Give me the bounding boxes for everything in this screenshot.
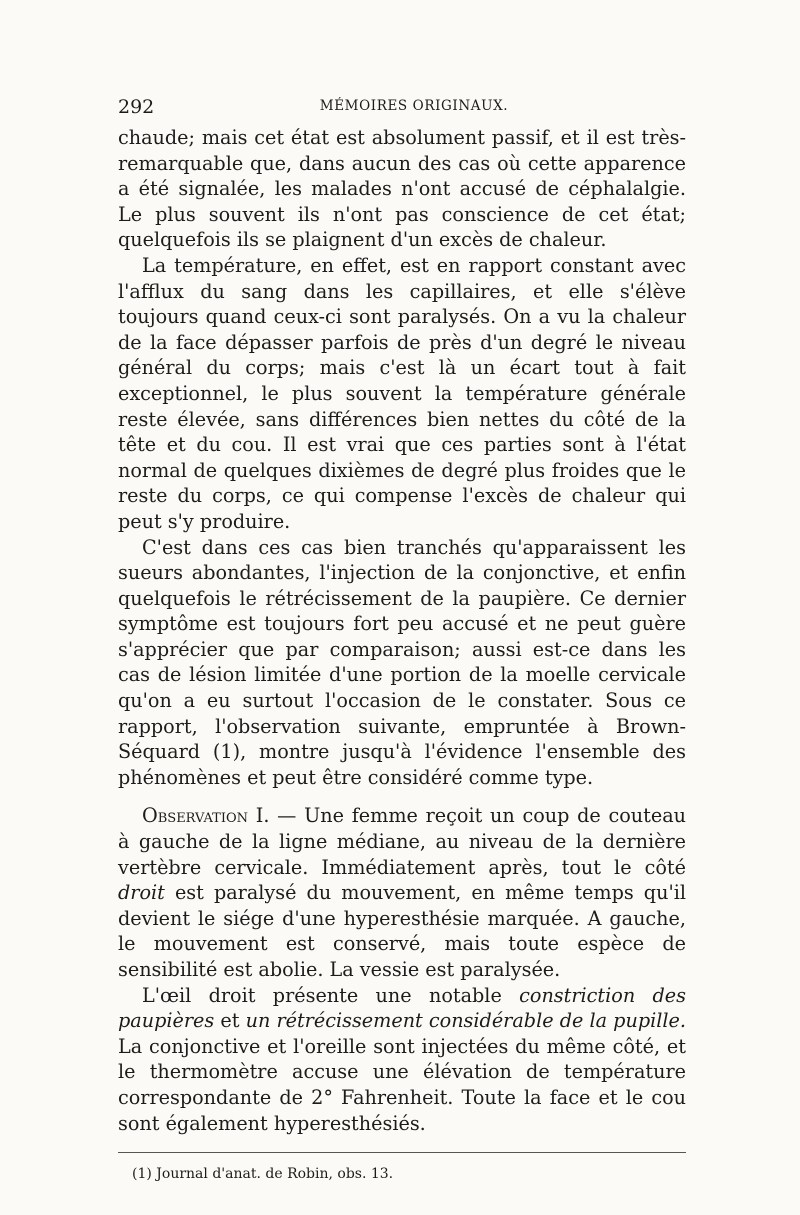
document-page: [118, 96, 686, 1183]
observation-dash: —: [277, 804, 297, 828]
footnote-divider: [118, 1152, 686, 1153]
page-number: 292: [118, 96, 155, 118]
observation-title: Observation I.: [142, 804, 270, 828]
paragraph-continuation: chaude; mais cet état est absolument passif, et il est très-remarquable que, dans aucun des cas où cette apparence a été signalée, les malades n'ont accusé de céphalalgie. Le plus souvent ils n'ont pas conscience de cet état; quelquefois ils se plaignent d'un excès de chaleur.: [118, 126, 686, 252]
paragraph-temperature: La température, en effet, est en rapport constant avec l'afflux du sang dans les capillaires, et elle s'élève toujours quand ceux-ci sont paralysés. On a vu la chaleur de la face dépasser parfois de près d'un degré le niveau général du corps; mais c'est là un écart tout à fait exceptionnel, le plus souvent la température générale reste élevée, sans différences bien nettes du côté de la tête et du cou. Il est vrai que ces parties sont à l'état normal de quelques dixièmes de degré plus froides que le reste du corps, ce qui compense l'excès de chaleur qui peut s'y produire.: [118, 253, 686, 533]
observation-paragraph: [118, 803, 686, 982]
eye-text-3: La conjonctive et l'oreille sont injectées du même côté, et le thermomètre accuse une élévation de température correspondante de 2° Fahrenheit. Toute la face et le cou sont également hyperesthésiés.: [118, 1034, 686, 1135]
running-head: [118, 96, 686, 120]
observation-italic-word: droit: [118, 881, 165, 905]
running-title: MÉMOIRES ORIGINAUX.: [319, 98, 509, 114]
eye-paragraph: [118, 983, 686, 1137]
paragraph-symptoms: C'est dans ces cas bien tranchés qu'apparaissent les sueurs abondantes, l'injection de la conjonctive, et enfin quelquefois le rétrécissement de la paupière. Ce dernier symptôme est toujours fort peu accusé et ne peut guère s'apprécier que par comparaison; aussi est-ce dans les cas de lésion limitée d'une portion de la moelle cervicale qu'on a eu surtout l'occasion de le constater. Sous ce rapport, l'observation suivante, empruntée à Brown-Séquard (1), montre jusqu'à l'évidence l'ensemble des phénomènes et peut être considéré comme type.: [118, 535, 686, 789]
footnote: (1) Journal d'anat. de Robin, obs. 13.: [132, 1166, 394, 1183]
eye-italic-1: constriction des paupières: [118, 983, 687, 1033]
page-body: [118, 125, 686, 1136]
observation-text-1: Une femme reçoit un coup de couteau à gauche de la ligne médiane, au niveau de la dernière vertèbre cervicale. Immédiatement après, tout le côté: [118, 804, 686, 879]
eye-italic-2: un rétrécissement considérable de la pupille.: [245, 1009, 686, 1033]
eye-text-1: L'œil droit présente une notable: [142, 983, 502, 1007]
observation-text-2: est paralysé du mouvement, en même temps qu'il devient le siége d'une hyperesthésie marquée. A gauche, le mouvement est conservé, mais toute espèce de sensibilité est abolie. La vessie est paralysée.: [118, 881, 686, 981]
eye-text-2: et: [220, 1009, 240, 1033]
